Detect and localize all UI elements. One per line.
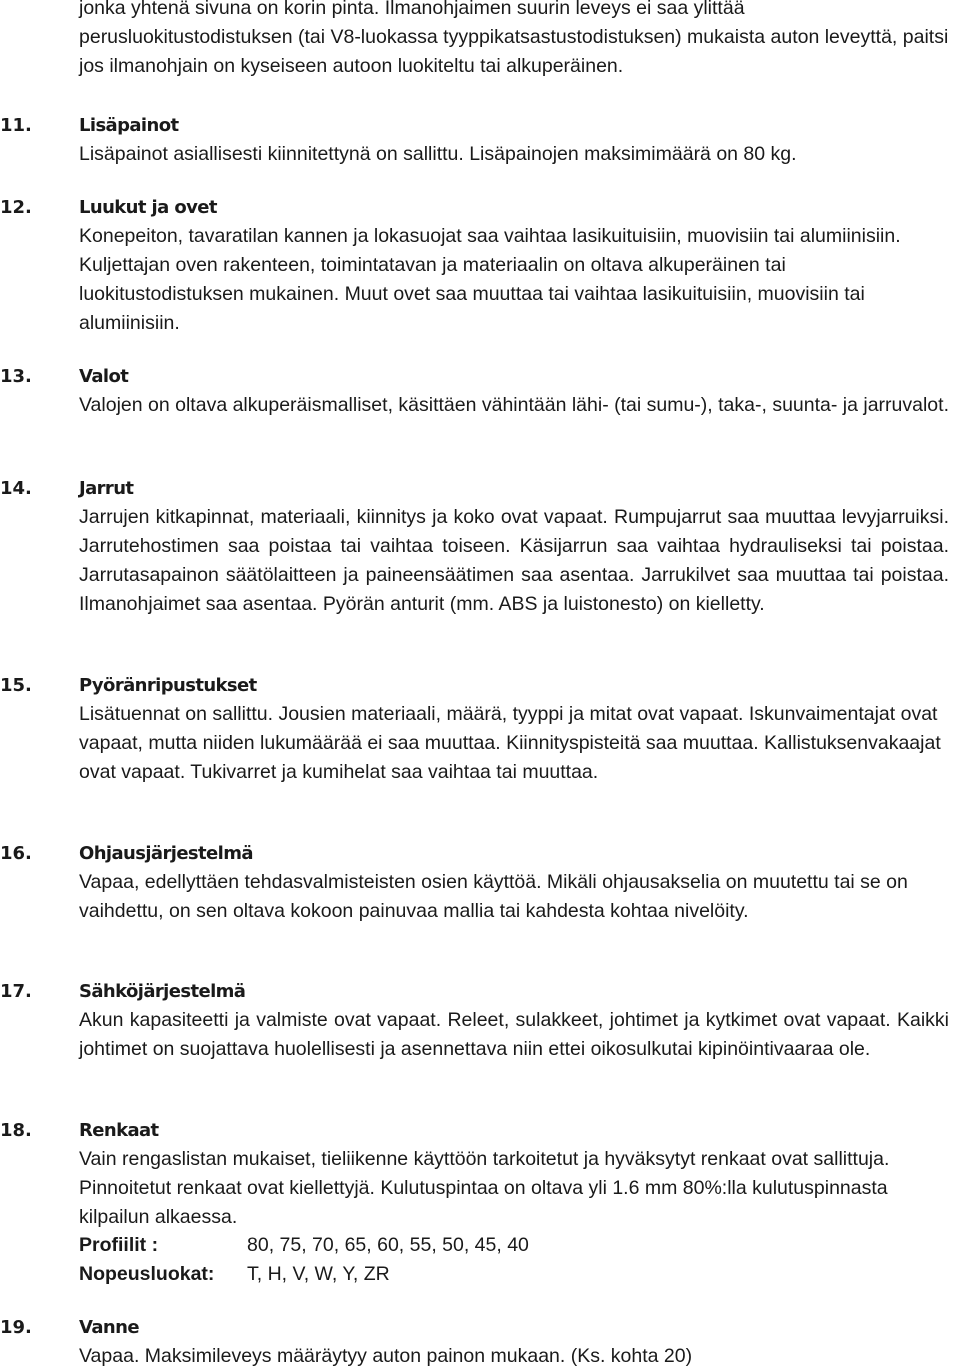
section-title: Renkaat (79, 1120, 159, 1141)
section-number: 17. (0, 981, 32, 1002)
section-number: 16. (0, 843, 32, 864)
section-title: Lisäpainot (79, 115, 179, 136)
section-body: Jarrujen kitkapinnat, materiaali, kiinnitys ja koko ovat vapaat. Rumpujarrut saa muuttaa levyjarruiksi. Jarrutehostimen saa poistaa tai vaihtaa toiseen. Käsijarrun saa vaihtaa hydrauliseksi tai poistaa. Jarrutasapainon säätölaitteen ja paineensäätimen saa asentaa. Jarrukilvet saa muuttaa tai poistaa. Ilmanohjaimet saa asentaa. Pyörän anturit (mm. ABS ja luistonesto) on kielletty. (79, 506, 949, 615)
section-number: 12. (0, 197, 32, 218)
section-number: 15. (0, 675, 32, 696)
speed-label: Nopeusluokat: (79, 1263, 215, 1285)
section-title: Jarrut (79, 478, 134, 499)
section-title: Luukut ja ovet (79, 197, 217, 218)
section-body: Vain rengaslistan mukaiset, tieliikenne käyttöön tarkoitetut ja hyväksytyt renkaat ovat sallittuja. Pinnoitetut renkaat ovat kiellettyjä. Kulutuspintaa on oltava yli 1.6 mm 80%:lla kulutuspinnasta kilpailun alkaessa. (79, 1148, 890, 1228)
section-body: Vapaa, edellyttäen tehdasvalmisteisten osien käyttöä. Mikäli ohjausakselia on muutettu tai se on vaihdettu, on sen oltava kokoon painuvaa mallia tai kahdesta kohtaa nivelöity. (79, 871, 908, 922)
profiles-label: Profiilit : (79, 1234, 159, 1256)
section-body: Valojen on oltava alkuperäismalliset, käsittäen vähintään lähi- (tai sumu-), taka-, suunta- ja jarruvalot. (79, 394, 949, 416)
section-title: Sähköjärjestelmä (79, 981, 246, 1002)
section-body: Vapaa. Maksimileveys määräytyy auton painon mukaan. (Ks. kohta 20) (79, 1345, 693, 1367)
section-number: 18. (0, 1120, 32, 1141)
section-number: 14. (0, 478, 32, 499)
section-title: Ohjausjärjestelmä (79, 843, 253, 864)
tyre-profiles-row (79, 1231, 529, 1260)
section-body: Lisäpainot asiallisesti kiinnitettynä on sallittu. Lisäpainojen maksimimäärä on 80 kg. (79, 143, 797, 165)
intro-paragraph: jonka yhtenä sivuna on korin pinta. Ilmanohjaimen suurin leveys ei saa ylittää perusluokitustodistuksen (tai V8-luokassa tyyppikatsastustodistuksen) mukaista auton leveyttä, paitsi jos ilmanohjain on kyseiseen autoon luokiteltu tai alkuperäinen. (79, 0, 949, 77)
section-title: Valot (79, 366, 129, 387)
tyre-speed-row (79, 1260, 390, 1289)
section-body: Konepeiton, tavaratilan kannen ja lokasuojat saa vaihtaa lasikuituisiin, muovisiin tai alumiinisiin. Kuljettajan oven rakenteen, toimintatavan ja materiaalin on oltava alkuperäinen tai luokitustodistuksen mukainen. Muut ovet saa muuttaa tai vaihtaa lasikuituisiin, muovisiin tai alumiinisiin. (79, 225, 901, 334)
section-number: 11. (0, 115, 32, 136)
section-title: Pyöränripustukset (79, 675, 257, 696)
section-title: Vanne (79, 1317, 139, 1338)
section-number: 13. (0, 366, 32, 387)
section-body: Lisätuennat on sallittu. Jousien materiaali, määrä, tyyppi ja mitat ovat vapaat. Iskunvaimentajat ovat vapaat, mutta niiden lukumäärää ei saa muuttaa. Kiinnityspisteitä saa muuttaa. Kallistuksenvakaajat ovat vapaat. Tukivarret ja kumihelat saa vaihtaa tai muuttaa. (79, 703, 941, 783)
section-number: 19. (0, 1317, 32, 1338)
speed-value: T, H, V, W, Y, ZR (247, 1263, 390, 1285)
profiles-value: 80, 75, 70, 65, 60, 55, 50, 45, 40 (247, 1234, 529, 1256)
section-body: Akun kapasiteetti ja valmiste ovat vapaat. Releet, sulakkeet, johtimet ja kytkimet ovat vapaat. Kaikki johtimet on suojattava huolellisesti ja asennettava niin ettei oikosulkutai kipinöintivaaraa ole. (79, 1009, 949, 1060)
